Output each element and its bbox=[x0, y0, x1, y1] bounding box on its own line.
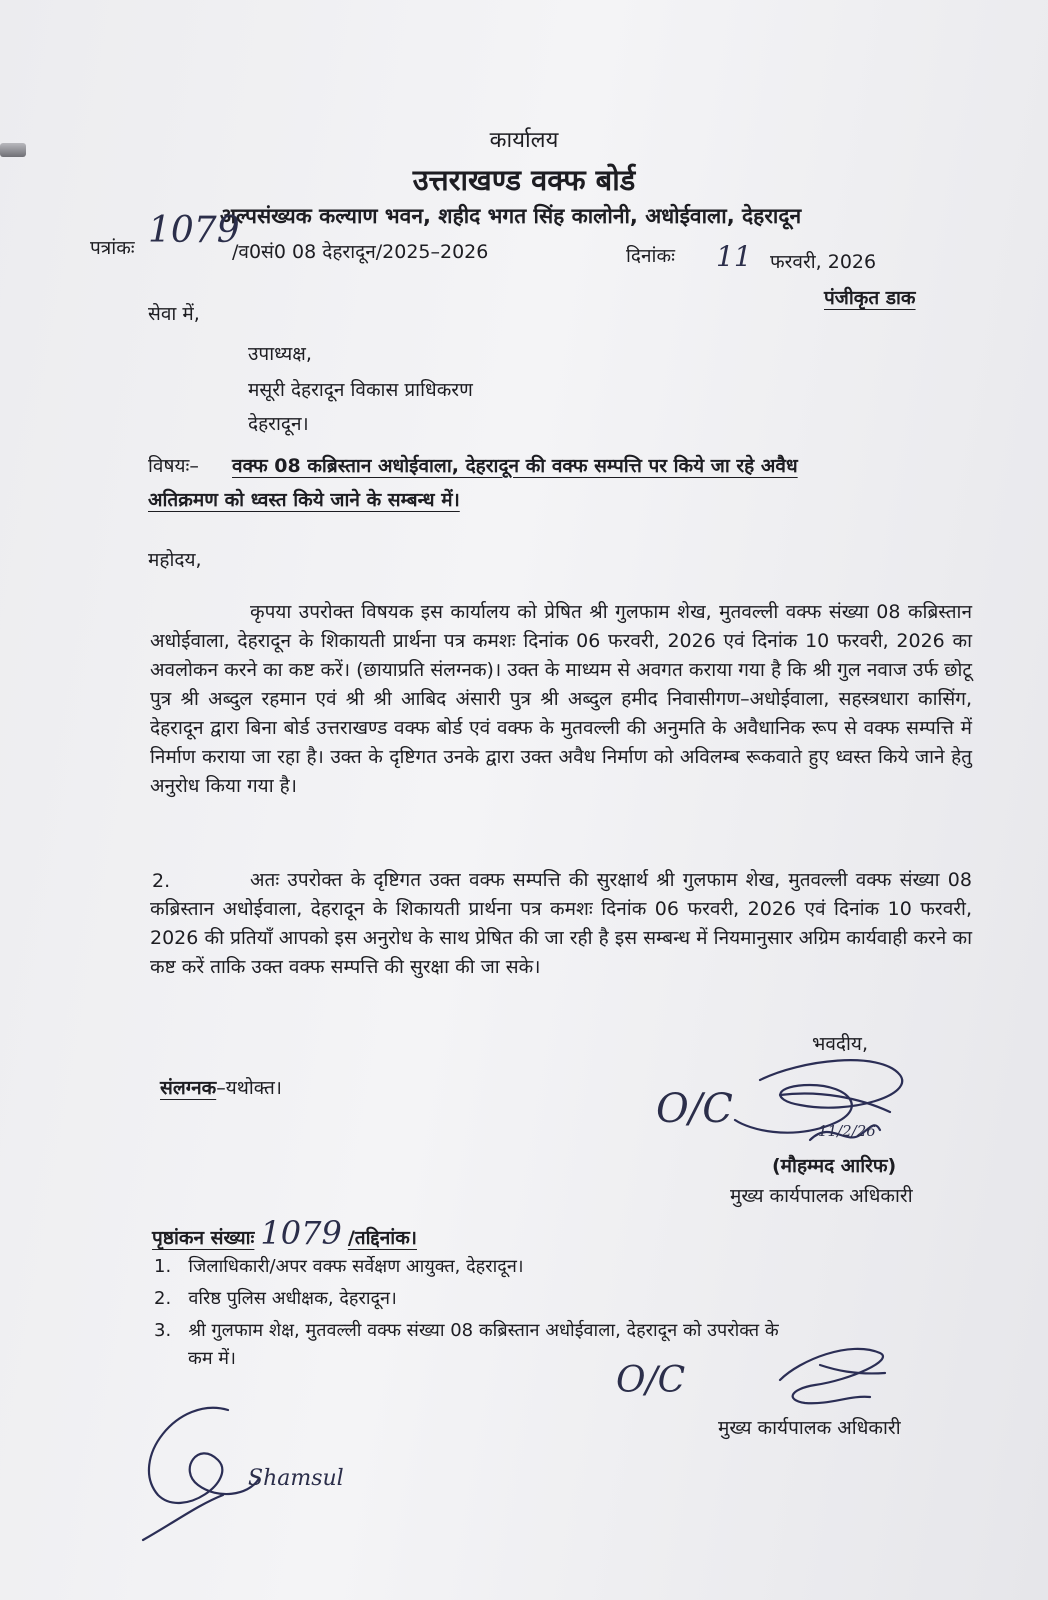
salutation-to: सेवा में, bbox=[148, 303, 200, 325]
enclosure bbox=[160, 1074, 282, 1100]
subject-line-2: अतिक्रमण को ध्वस्त किये जाने के सम्बन्ध में। bbox=[148, 489, 460, 511]
signature-endorsement bbox=[760, 1345, 900, 1415]
reference-label: पत्रांकः bbox=[90, 237, 135, 259]
endorsement-item-3-cont: कम में। bbox=[188, 1348, 236, 1369]
paragraph-1: कृपया उपरोक्त विषयक इस कार्यालय को प्रेषित श्री गुलफाम शेख, मुतवल्ली वक्फ संख्या 08 कब्रिस्तान अधोईवाला, देहरादून के शिकायती प्रार्थना पत्र कमशः दिनांक 06 फरवरी, 2026 एवं दिनांक 10 फरवरी, 2026 का अवलोकन करने का कष्ट करें। (छायाप्रति संलग्नक)। उक्त के माध्यम से अवगत कराया गया है कि श्री गुल नवाज उर्फ छोटू पुत्र श्री अब्दुल रहमान एवं श्री श्री आबिद अंसारी पुत्र श्री अब्दुल हमीद निवासीगण–अधोईवाला, सहस्त्रधारा कासिंग, देहरादून द्वारा बिना बोर्ड उत्तराखण्ड वक्फ बोर्ड एवं वक्फ के मुतवल्ली की अनुमति के अवैधानिक रूप से वक्फ सम्पत्ति में निर्माण कराया जा रहा है। उक्त के दृष्टिगत उनके द्वारा उक्त अवैध निर्माण को अविलम्ब रूकवाते हुए ध्वस्त किये जाने हेतु अनुरोध किया गया है। bbox=[150, 601, 972, 797]
endorsement-item-number: 2. bbox=[154, 1288, 172, 1309]
signature-main bbox=[730, 1050, 930, 1160]
bottom-initials-text: Shamsul bbox=[248, 1466, 344, 1491]
endorsement-item-number: 1. bbox=[154, 1256, 172, 1277]
endorsement-label: पृष्ठांकन संख्याः bbox=[152, 1227, 255, 1249]
oc-note-handwritten: O/C bbox=[656, 1086, 733, 1132]
subject-line-1: वक्फ 08 कब्रिस्तान अधोईवाला, देहरादून की वक्फ सम्पत्ति पर किये जा रहे अवैध bbox=[232, 455, 798, 477]
date-day-handwritten: 11 bbox=[716, 240, 752, 273]
enclosure-label: संलग्नक bbox=[160, 1077, 217, 1099]
addressee-city: देहरादून। bbox=[248, 413, 309, 435]
signatory-name: (मौहम्मद आरिफ) bbox=[772, 1155, 897, 1177]
endorsement-item-1 bbox=[154, 1254, 524, 1278]
enclosure-text: –यथोक्त। bbox=[216, 1077, 283, 1099]
subject-label: विषयः– bbox=[148, 455, 199, 477]
greeting: महोदय, bbox=[148, 549, 202, 571]
endorsement-item-2 bbox=[154, 1286, 397, 1310]
endorsement-suffix: /तद्दिनांक। bbox=[347, 1227, 417, 1249]
paragraph-2: अतः उपरोक्त के दृष्टिगत उक्त वक्फ सम्पत्ति की सुरक्षार्थ श्री गुलफाम शेख, मुतवल्ली वक्फ संख्या 08 कब्रिस्तान अधोईवाला, देहरादून के शिकायती प्रार्थना पत्र कमशः दिनांक 06 फरवरी, 2026 एवं दिनांक 10 फरवरी, 2026 की प्रतियॉं आपको इस अनुरोध के साथ प्रेषित की जा रही है इस सम्बन्ध में नियमानुसार अग्रिम कार्यवाही करने का कष्ट करें ताकि उक्त वक्फ सम्पत्ति की सुरक्षा की जा सके। bbox=[150, 869, 972, 978]
office-address: अल्पसंख्यक कल्याण भवन, शहीद भगत सिंह कालोनी, अधोईवाला, देहरादून bbox=[220, 204, 802, 228]
endorsement-line bbox=[152, 1214, 417, 1252]
organization-name: उत्तराखण्ड वक्फ बोर्ड bbox=[412, 163, 636, 197]
yours-faithfully: भवदीय, bbox=[812, 1033, 868, 1055]
signatory-designation: मुख्य कार्यपालक अधिकारी bbox=[730, 1185, 913, 1207]
endorsement-designation: मुख्य कार्यपालक अधिकारी bbox=[718, 1417, 901, 1439]
endorsement-number-handwritten: 1079 bbox=[260, 1214, 342, 1252]
endorsement-item-text: श्री गुलफाम शेक्ष, मुतवल्ली वक्फ संख्या 08 कब्रिस्तान अधोईवाला, देहरादून को उपरोक्त के bbox=[188, 1320, 779, 1341]
office-label: कार्यालय bbox=[489, 128, 559, 153]
reference-suffix: /व0सं0 08 देहरादून/2025–2026 bbox=[232, 241, 489, 263]
signature-date-handwritten: 11/2/26 bbox=[818, 1122, 876, 1140]
date-month-year: फरवरी, 2026 bbox=[770, 251, 877, 273]
endorsement-item-3 bbox=[154, 1318, 779, 1342]
registered-post: पंजीकृत डाक bbox=[824, 287, 916, 309]
paragraph-2-number: 2. bbox=[152, 870, 171, 892]
date-label: दिनांकः bbox=[626, 245, 675, 267]
endorsement-item-text: वरिष्ठ पुलिस अधीक्षक, देहरादून। bbox=[188, 1288, 397, 1309]
oc-note-2-handwritten: O/C bbox=[616, 1360, 686, 1401]
endorsement-item-number: 3. bbox=[154, 1320, 172, 1341]
addressee-office: मसूरी देहरादून विकास प्राधिकरण bbox=[248, 379, 473, 401]
addressee-designation: उपाध्यक्ष, bbox=[248, 343, 312, 365]
endorsement-item-text: जिलाधिकारी/अपर वक्फ सर्वेक्षण आयुक्त, देहरादून। bbox=[188, 1256, 524, 1277]
reference-number-handwritten: 1079 bbox=[148, 210, 240, 251]
